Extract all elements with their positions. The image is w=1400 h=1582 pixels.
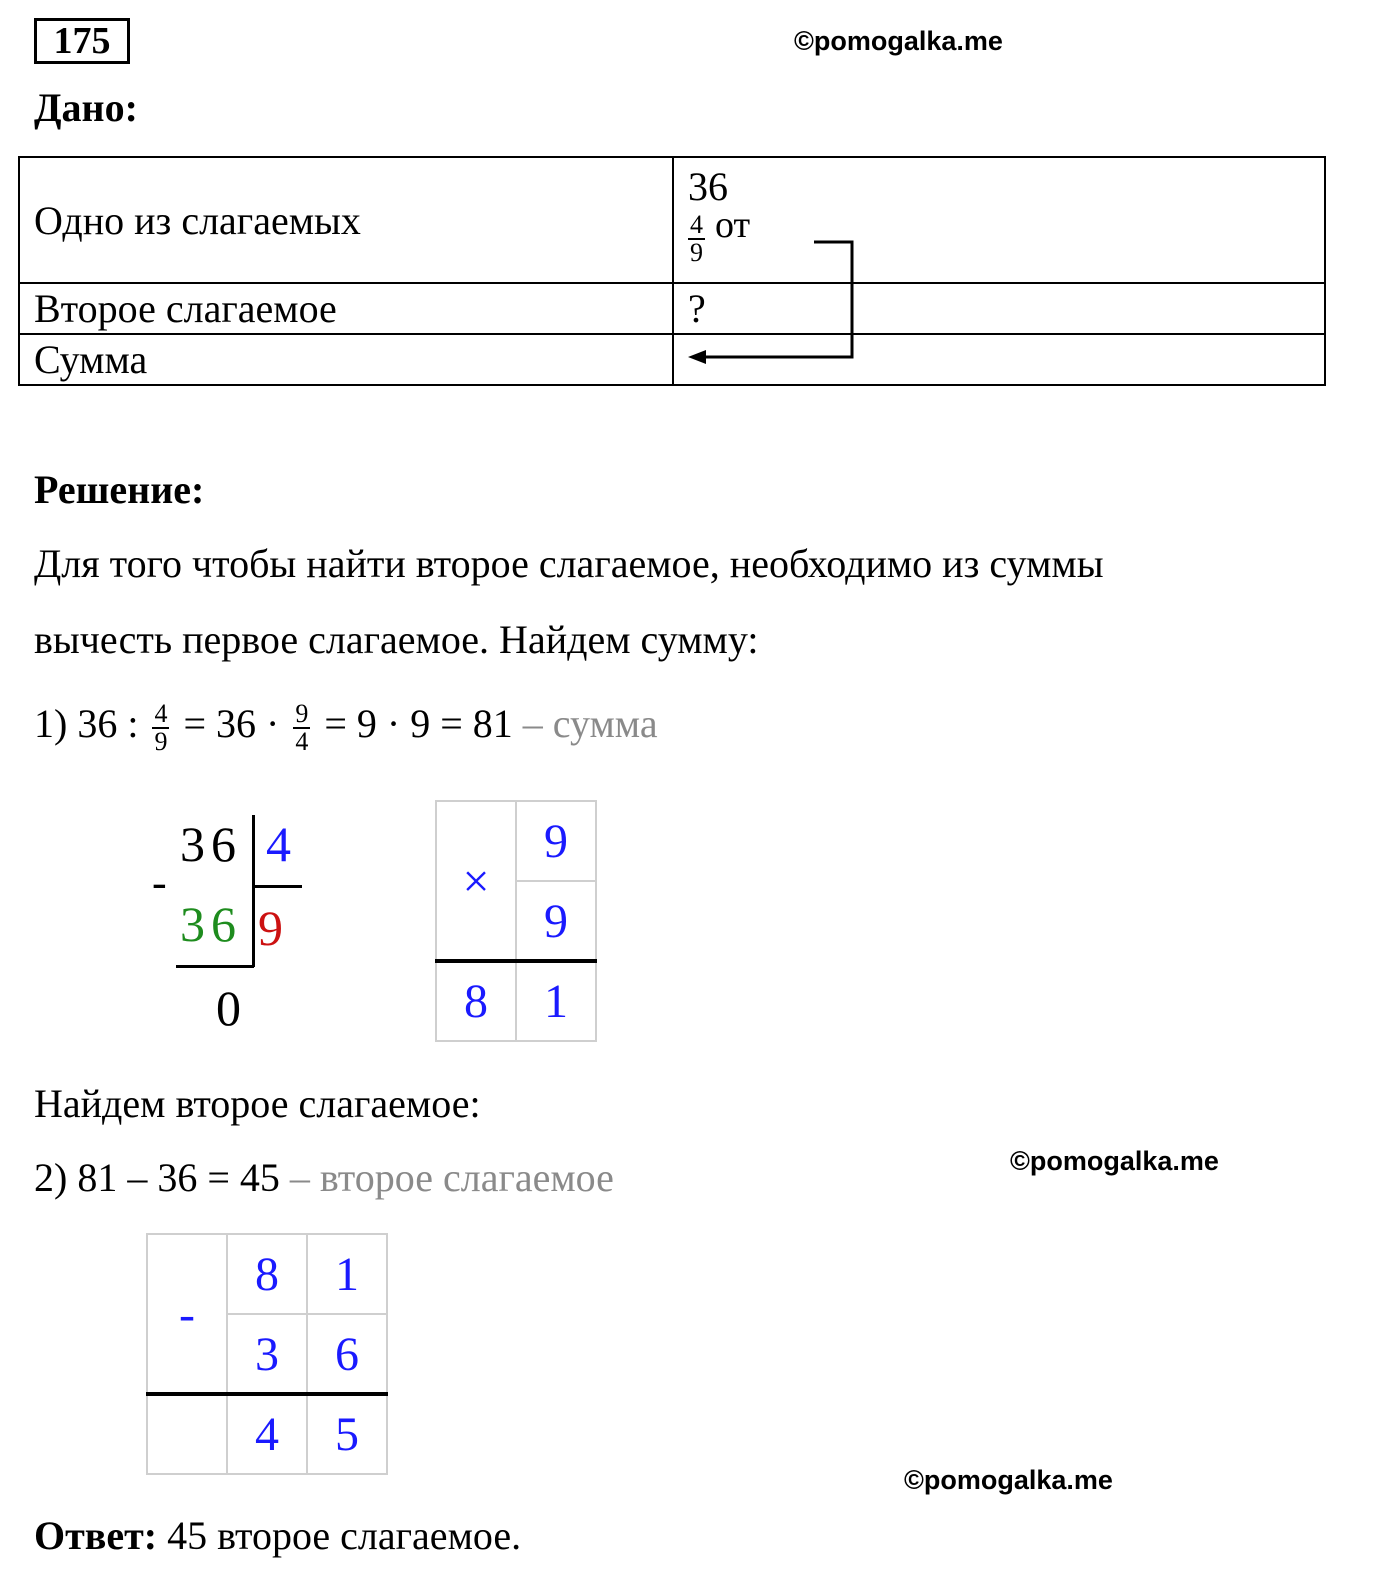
dividend: 36 <box>180 816 242 872</box>
remainder: 0 <box>216 980 241 1036</box>
solution-text-line-1: Для того чтобы найти второе слагаемое, необходимо из суммы <box>34 541 1104 586</box>
row-label: Одно из слагаемых <box>19 157 673 283</box>
step-2-note: – второе слагаемое <box>289 1155 614 1200</box>
watermark: ©pomogalka.me <box>904 1465 1113 1495</box>
quotient: 9 <box>258 900 283 956</box>
first-addend-value: 36 <box>688 164 728 209</box>
division-minus-sign: - <box>152 858 167 907</box>
empty-cell <box>146 1393 228 1475</box>
step-2-intro: Найдем второе слагаемое: <box>34 1081 481 1126</box>
product-digit: 8 <box>435 960 517 1042</box>
table-row <box>19 334 1325 385</box>
row-label: Сумма <box>19 334 673 385</box>
division-result-line <box>176 965 254 968</box>
bracket-arrow <box>680 230 870 370</box>
step-1-prefix: 1) 36 : <box>34 701 139 746</box>
multiplier: 9 <box>515 880 597 962</box>
table-row <box>19 157 1325 283</box>
difference-digit: 4 <box>226 1393 308 1475</box>
subtraction-grid <box>146 1233 390 1477</box>
answer <box>34 1512 521 1559</box>
multiplication-line <box>435 959 597 963</box>
fraction-suffix: от <box>715 203 751 246</box>
answer-text: 45 второе слагаемое. <box>167 1513 522 1558</box>
step-1-expression <box>34 694 658 755</box>
given-table <box>18 156 1326 386</box>
fraction-numerator: 9 <box>295 698 309 728</box>
division-divisor-line <box>254 885 302 888</box>
subtrahend-digit: 6 <box>306 1313 388 1395</box>
watermark: ©pomogalka.me <box>1010 1146 1219 1176</box>
fraction-denominator: 9 <box>690 237 703 267</box>
subtrahend: 36 <box>180 896 242 952</box>
solution-heading: Решение: <box>34 467 205 512</box>
fraction-numerator: 4 <box>154 698 168 728</box>
step-1-result: = 9 · 9 = 81 <box>324 701 513 746</box>
step-1-note: – сумма <box>522 701 658 746</box>
row-value: ? <box>673 283 1325 334</box>
row-label: Второе слагаемое <box>19 283 673 334</box>
subtrahend-digit: 3 <box>226 1313 308 1395</box>
multiplication-grid <box>435 800 599 1044</box>
step-1-mid: = 36 · <box>183 701 280 746</box>
long-division <box>150 815 320 1045</box>
step-2-expression <box>34 1154 614 1201</box>
table-row <box>19 283 1325 334</box>
minus-sign: - <box>146 1233 228 1395</box>
fraction-denominator: 4 <box>295 726 309 756</box>
watermark: ©pomogalka.me <box>794 26 1003 56</box>
fraction-denominator: 9 <box>154 726 168 756</box>
minuend-digit: 1 <box>306 1233 388 1315</box>
answer-label: Ответ: <box>34 1513 158 1558</box>
product-digit: 1 <box>515 960 597 1042</box>
division-vline <box>252 815 255 967</box>
minuend-digit: 8 <box>226 1233 308 1315</box>
given-heading: Дано: <box>34 85 138 130</box>
subtraction-line <box>146 1392 388 1396</box>
step-2-expr: 2) 81 – 36 = 45 <box>34 1155 280 1200</box>
fraction-numerator: 4 <box>690 209 703 239</box>
multiplicand: 9 <box>515 800 597 882</box>
solution-text-line-2: вычесть первое слагаемое. Найдем сумму: <box>34 617 759 662</box>
task-number: 175 <box>34 18 130 64</box>
multiply-sign: × <box>435 800 517 962</box>
divisor: 4 <box>266 816 291 872</box>
difference-digit: 5 <box>306 1393 388 1475</box>
